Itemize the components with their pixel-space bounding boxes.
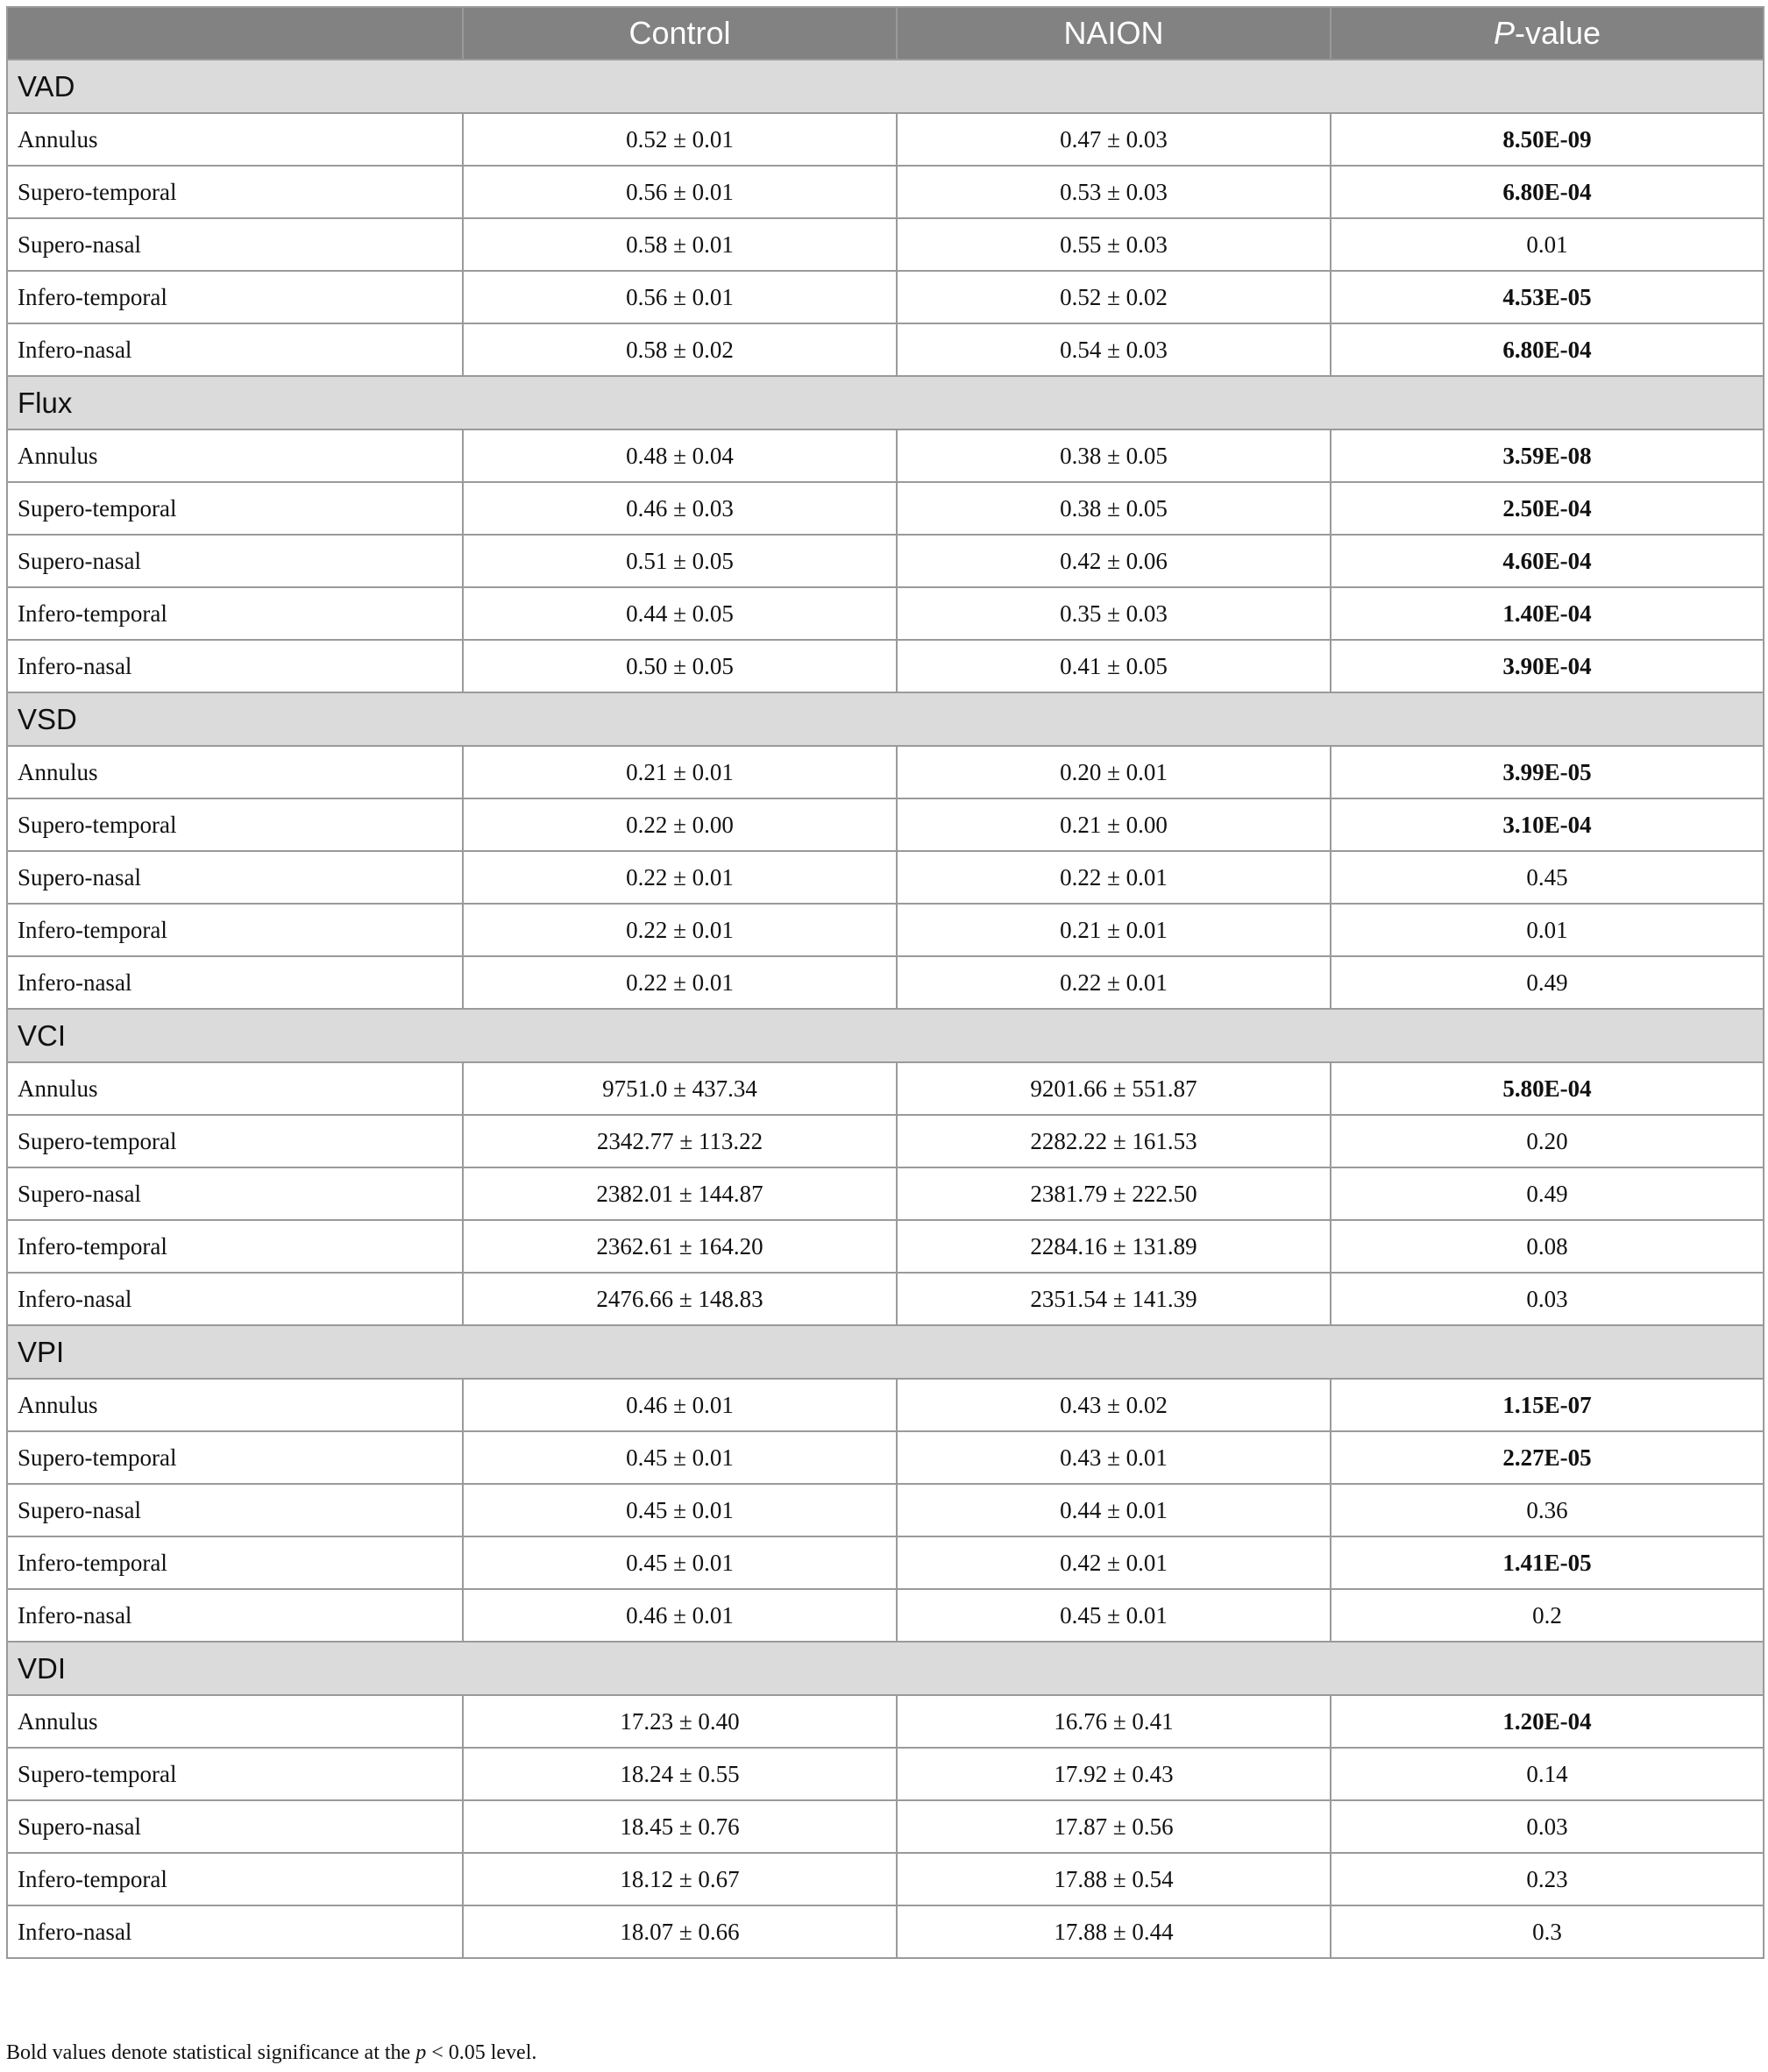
control-value-cell: 0.45 ± 0.01 — [463, 1431, 897, 1484]
naion-value-cell: 0.20 ± 0.01 — [897, 746, 1331, 798]
p-value-cell: 0.01 — [1331, 904, 1764, 956]
region-name-cell: Infero-nasal — [7, 1273, 463, 1325]
region-name-cell: Supero-temporal — [7, 166, 463, 218]
section-row-vad — [7, 60, 1764, 113]
region-name-cell: Infero-temporal — [7, 904, 463, 956]
p-value-cell: 1.15E-07 — [1331, 1379, 1764, 1431]
header-p-italic: P — [1493, 15, 1515, 51]
table-row — [7, 218, 1764, 271]
region-name-cell: Supero-temporal — [7, 1748, 463, 1800]
table-body — [7, 60, 1764, 1958]
naion-value-cell: 0.43 ± 0.02 — [897, 1379, 1331, 1431]
region-name-cell: Infero-temporal — [7, 587, 463, 640]
control-value-cell: 0.45 ± 0.01 — [463, 1536, 897, 1589]
header-naion: NAION — [897, 7, 1331, 60]
table-header — [7, 7, 1764, 60]
p-value-cell: 0.14 — [1331, 1748, 1764, 1800]
table-row — [7, 429, 1764, 482]
section-row-vpi — [7, 1325, 1764, 1379]
control-value-cell: 17.23 ± 0.40 — [463, 1695, 897, 1748]
control-value-cell: 0.46 ± 0.03 — [463, 482, 897, 535]
section-row-vsd — [7, 692, 1764, 746]
naion-value-cell: 0.22 ± 0.01 — [897, 851, 1331, 904]
p-value-cell: 0.2 — [1331, 1589, 1764, 1642]
p-value-cell: 3.59E-08 — [1331, 429, 1764, 482]
control-value-cell: 0.58 ± 0.01 — [463, 218, 897, 271]
control-value-cell: 18.45 ± 0.76 — [463, 1800, 897, 1853]
table-row — [7, 113, 1764, 166]
naion-value-cell: 0.55 ± 0.03 — [897, 218, 1331, 271]
region-name-cell: Supero-temporal — [7, 798, 463, 851]
control-value-cell: 0.22 ± 0.01 — [463, 851, 897, 904]
control-value-cell: 0.22 ± 0.00 — [463, 798, 897, 851]
table-row — [7, 1431, 1764, 1484]
section-title: VDI — [7, 1642, 1764, 1695]
footnote-after: < 0.05 level. — [426, 2041, 537, 2064]
p-value-cell: 5.80E-04 — [1331, 1062, 1764, 1115]
table-row — [7, 1484, 1764, 1536]
header-blank-cell — [7, 7, 463, 60]
control-value-cell: 18.12 ± 0.67 — [463, 1853, 897, 1905]
region-name-cell: Supero-nasal — [7, 1484, 463, 1536]
table-row — [7, 1167, 1764, 1220]
table-row — [7, 482, 1764, 535]
table-row — [7, 851, 1764, 904]
naion-value-cell: 0.52 ± 0.02 — [897, 271, 1331, 323]
control-value-cell: 2476.66 ± 148.83 — [463, 1273, 897, 1325]
naion-value-cell: 0.43 ± 0.01 — [897, 1431, 1331, 1484]
results-table-container — [6, 6, 1763, 1959]
control-value-cell: 9751.0 ± 437.34 — [463, 1062, 897, 1115]
table-row — [7, 323, 1764, 376]
table-row — [7, 640, 1764, 692]
region-name-cell: Infero-nasal — [7, 1589, 463, 1642]
region-name-cell: Supero-nasal — [7, 851, 463, 904]
table-row — [7, 1379, 1764, 1431]
p-value-cell: 3.10E-04 — [1331, 798, 1764, 851]
region-name-cell: Supero-nasal — [7, 535, 463, 587]
table-row — [7, 1536, 1764, 1589]
naion-value-cell: 0.41 ± 0.05 — [897, 640, 1331, 692]
p-value-cell: 0.01 — [1331, 218, 1764, 271]
region-name-cell: Annulus — [7, 113, 463, 166]
p-value-cell: 2.50E-04 — [1331, 482, 1764, 535]
naion-value-cell: 16.76 ± 0.41 — [897, 1695, 1331, 1748]
region-name-cell: Infero-nasal — [7, 323, 463, 376]
p-value-cell: 0.23 — [1331, 1853, 1764, 1905]
p-value-cell: 0.49 — [1331, 956, 1764, 1009]
control-value-cell: 0.22 ± 0.01 — [463, 956, 897, 1009]
p-value-cell: 3.99E-05 — [1331, 746, 1764, 798]
section-title: VAD — [7, 60, 1764, 113]
control-value-cell: 0.46 ± 0.01 — [463, 1379, 897, 1431]
naion-value-cell: 0.54 ± 0.03 — [897, 323, 1331, 376]
table-row — [7, 1273, 1764, 1325]
naion-value-cell: 0.53 ± 0.03 — [897, 166, 1331, 218]
region-name-cell: Annulus — [7, 1062, 463, 1115]
naion-value-cell: 0.38 ± 0.05 — [897, 482, 1331, 535]
naion-value-cell: 0.22 ± 0.01 — [897, 956, 1331, 1009]
region-name-cell: Supero-nasal — [7, 1800, 463, 1853]
control-value-cell: 0.22 ± 0.01 — [463, 904, 897, 956]
naion-value-cell: 17.88 ± 0.44 — [897, 1905, 1331, 1958]
header-row — [7, 7, 1764, 60]
header-p-value — [1331, 7, 1764, 60]
region-name-cell: Annulus — [7, 1695, 463, 1748]
control-value-cell: 2382.01 ± 144.87 — [463, 1167, 897, 1220]
p-value-cell: 0.3 — [1331, 1905, 1764, 1958]
p-value-cell: 0.49 — [1331, 1167, 1764, 1220]
control-value-cell: 0.45 ± 0.01 — [463, 1484, 897, 1536]
table-row — [7, 1800, 1764, 1853]
footnote-before: Bold values denote statistical significance at the — [6, 2041, 416, 2064]
table-row — [7, 1748, 1764, 1800]
naion-value-cell: 17.92 ± 0.43 — [897, 1748, 1331, 1800]
table-row — [7, 956, 1764, 1009]
control-value-cell: 0.51 ± 0.05 — [463, 535, 897, 587]
p-value-cell: 4.53E-05 — [1331, 271, 1764, 323]
naion-value-cell: 0.47 ± 0.03 — [897, 113, 1331, 166]
p-value-cell: 6.80E-04 — [1331, 323, 1764, 376]
table-row — [7, 535, 1764, 587]
p-value-cell: 0.45 — [1331, 851, 1764, 904]
control-value-cell: 18.24 ± 0.55 — [463, 1748, 897, 1800]
naion-value-cell: 17.87 ± 0.56 — [897, 1800, 1331, 1853]
region-name-cell: Supero-nasal — [7, 1167, 463, 1220]
region-name-cell: Infero-temporal — [7, 1853, 463, 1905]
p-value-cell: 1.20E-04 — [1331, 1695, 1764, 1748]
table-row — [7, 1853, 1764, 1905]
control-value-cell: 0.56 ± 0.01 — [463, 271, 897, 323]
region-name-cell: Annulus — [7, 429, 463, 482]
p-value-cell: 8.50E-09 — [1331, 113, 1764, 166]
naion-value-cell: 0.35 ± 0.03 — [897, 587, 1331, 640]
p-value-cell: 3.90E-04 — [1331, 640, 1764, 692]
table-row — [7, 1905, 1764, 1958]
p-value-cell: 0.03 — [1331, 1273, 1764, 1325]
section-title: VCI — [7, 1009, 1764, 1062]
region-name-cell: Annulus — [7, 1379, 463, 1431]
control-value-cell: 0.48 ± 0.04 — [463, 429, 897, 482]
naion-value-cell: 0.44 ± 0.01 — [897, 1484, 1331, 1536]
table-row — [7, 166, 1764, 218]
p-value-cell: 2.27E-05 — [1331, 1431, 1764, 1484]
naion-value-cell: 0.45 ± 0.01 — [897, 1589, 1331, 1642]
control-value-cell: 0.50 ± 0.05 — [463, 640, 897, 692]
naion-value-cell: 17.88 ± 0.54 — [897, 1853, 1331, 1905]
table-row — [7, 1220, 1764, 1273]
results-table — [6, 6, 1764, 1959]
naion-value-cell: 0.42 ± 0.01 — [897, 1536, 1331, 1589]
naion-value-cell: 0.38 ± 0.05 — [897, 429, 1331, 482]
table-row — [7, 271, 1764, 323]
control-value-cell: 0.46 ± 0.01 — [463, 1589, 897, 1642]
region-name-cell: Infero-nasal — [7, 640, 463, 692]
table-row — [7, 1695, 1764, 1748]
p-value-cell: 1.40E-04 — [1331, 587, 1764, 640]
p-value-cell: 0.20 — [1331, 1115, 1764, 1167]
p-value-cell: 1.41E-05 — [1331, 1536, 1764, 1589]
table-row — [7, 587, 1764, 640]
footnote-p: p — [415, 2041, 427, 2064]
region-name-cell: Infero-temporal — [7, 1536, 463, 1589]
section-row-vci — [7, 1009, 1764, 1062]
p-value-cell: 6.80E-04 — [1331, 166, 1764, 218]
control-value-cell: 0.21 ± 0.01 — [463, 746, 897, 798]
region-name-cell: Infero-temporal — [7, 271, 463, 323]
table-row — [7, 798, 1764, 851]
table-row — [7, 1589, 1764, 1642]
control-value-cell: 2362.61 ± 164.20 — [463, 1220, 897, 1273]
control-value-cell: 18.07 ± 0.66 — [463, 1905, 897, 1958]
region-name-cell: Supero-temporal — [7, 482, 463, 535]
p-value-cell: 0.03 — [1331, 1800, 1764, 1853]
section-title: VPI — [7, 1325, 1764, 1379]
naion-value-cell: 2282.22 ± 161.53 — [897, 1115, 1331, 1167]
control-value-cell: 0.56 ± 0.01 — [463, 166, 897, 218]
p-value-cell: 0.36 — [1331, 1484, 1764, 1536]
naion-value-cell: 0.21 ± 0.01 — [897, 904, 1331, 956]
header-control: Control — [463, 7, 897, 60]
naion-value-cell: 0.42 ± 0.06 — [897, 535, 1331, 587]
region-name-cell: Supero-nasal — [7, 218, 463, 271]
table-row — [7, 746, 1764, 798]
region-name-cell: Infero-temporal — [7, 1220, 463, 1273]
control-value-cell: 0.44 ± 0.05 — [463, 587, 897, 640]
region-name-cell: Supero-temporal — [7, 1431, 463, 1484]
header-p-rest: -value — [1514, 15, 1601, 51]
section-row-flux — [7, 376, 1764, 429]
control-value-cell: 0.52 ± 0.01 — [463, 113, 897, 166]
section-title: VSD — [7, 692, 1764, 746]
table-row — [7, 1115, 1764, 1167]
naion-value-cell: 2284.16 ± 131.89 — [897, 1220, 1331, 1273]
p-value-cell: 0.08 — [1331, 1220, 1764, 1273]
section-row-vdi — [7, 1642, 1764, 1695]
region-name-cell: Infero-nasal — [7, 956, 463, 1009]
section-title: Flux — [7, 376, 1764, 429]
region-name-cell: Annulus — [7, 746, 463, 798]
control-value-cell: 2342.77 ± 113.22 — [463, 1115, 897, 1167]
table-footnote — [6, 2041, 536, 2065]
naion-value-cell: 0.21 ± 0.00 — [897, 798, 1331, 851]
table-row — [7, 1062, 1764, 1115]
naion-value-cell: 2351.54 ± 141.39 — [897, 1273, 1331, 1325]
naion-value-cell: 2381.79 ± 222.50 — [897, 1167, 1331, 1220]
region-name-cell: Supero-temporal — [7, 1115, 463, 1167]
region-name-cell: Infero-nasal — [7, 1905, 463, 1958]
naion-value-cell: 9201.66 ± 551.87 — [897, 1062, 1331, 1115]
p-value-cell: 4.60E-04 — [1331, 535, 1764, 587]
control-value-cell: 0.58 ± 0.02 — [463, 323, 897, 376]
table-row — [7, 904, 1764, 956]
